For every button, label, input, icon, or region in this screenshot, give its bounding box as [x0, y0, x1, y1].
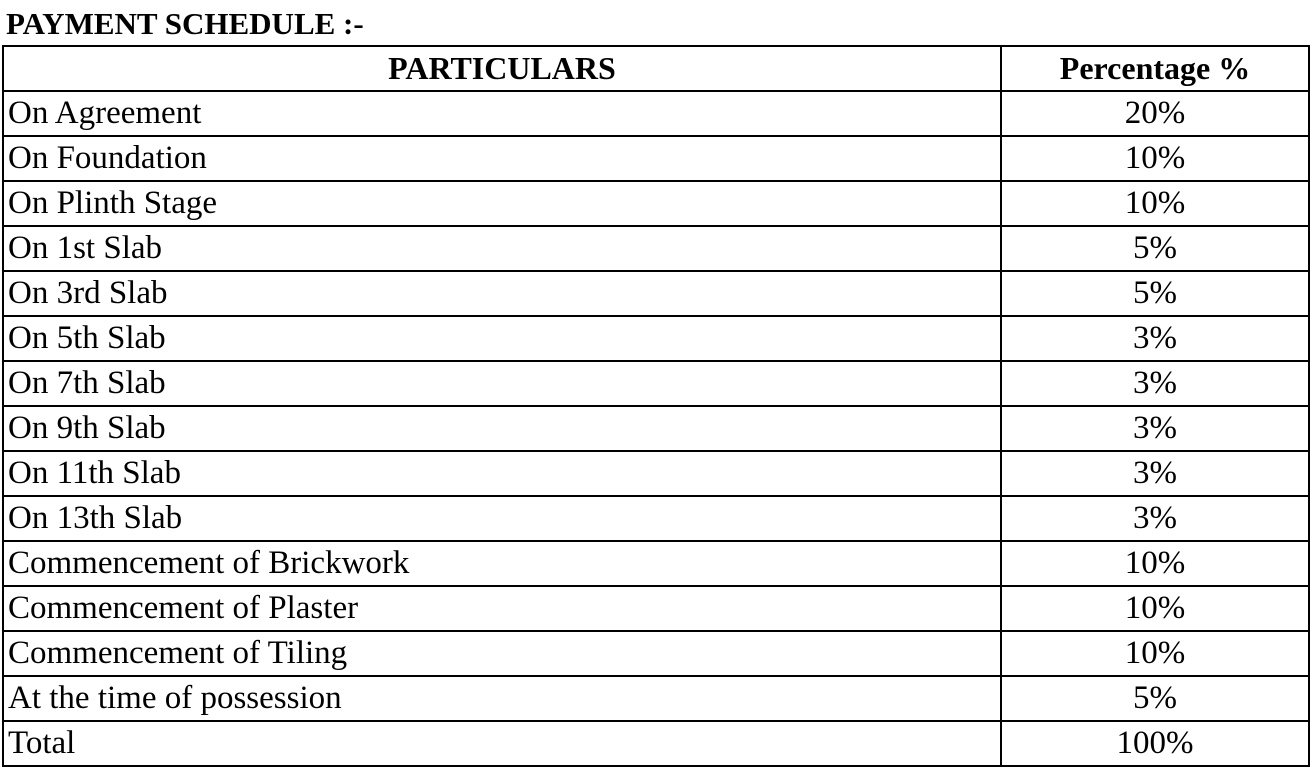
percentage-cell: 5%: [1001, 226, 1309, 271]
percentage-cell: 5%: [1001, 271, 1309, 316]
table-row: [3, 676, 1309, 721]
table-row: [3, 496, 1309, 541]
particular-cell: On Agreement: [3, 91, 1001, 136]
particular-cell: On 11th Slab: [3, 451, 1001, 496]
percentage-cell: 10%: [1001, 541, 1309, 586]
table-row: [3, 631, 1309, 676]
particular-cell: On 9th Slab: [3, 406, 1001, 451]
table-row: [3, 136, 1309, 181]
table-row: [3, 361, 1309, 406]
particular-cell: On 1st Slab: [3, 226, 1001, 271]
particular-cell: Commencement of Tiling: [3, 631, 1001, 676]
particular-cell: At the time of possession: [3, 676, 1001, 721]
table-row: [3, 586, 1309, 631]
table-row: [3, 406, 1309, 451]
percentage-cell: 10%: [1001, 586, 1309, 631]
table-row: [3, 226, 1309, 271]
particular-cell: On 3rd Slab: [3, 271, 1001, 316]
particular-cell: Commencement of Plaster: [3, 586, 1001, 631]
total-label-cell: Total: [3, 721, 1001, 766]
percentage-cell: 10%: [1001, 181, 1309, 226]
percentage-cell: 3%: [1001, 496, 1309, 541]
percentage-cell: 20%: [1001, 91, 1309, 136]
percentage-cell: 10%: [1001, 136, 1309, 181]
particular-cell: On 7th Slab: [3, 361, 1001, 406]
table-header-row: [3, 46, 1309, 91]
total-row: [3, 721, 1309, 766]
percentage-cell: 3%: [1001, 316, 1309, 361]
table-row: [3, 541, 1309, 586]
percentage-cell: 3%: [1001, 451, 1309, 496]
percentage-cell: 5%: [1001, 676, 1309, 721]
percentage-cell: 3%: [1001, 361, 1309, 406]
table-row: [3, 91, 1309, 136]
particular-cell: On 13th Slab: [3, 496, 1001, 541]
page-title: PAYMENT SCHEDULE :-: [6, 6, 364, 41]
header-particulars: PARTICULARS: [3, 46, 1001, 91]
particular-cell: On 5th Slab: [3, 316, 1001, 361]
header-percentage: Percentage %: [1001, 46, 1309, 91]
percentage-cell: 3%: [1001, 406, 1309, 451]
table-row: [3, 316, 1309, 361]
payment-schedule-table: [2, 45, 1310, 767]
total-percentage-cell: 100%: [1001, 721, 1309, 766]
table-row: [3, 181, 1309, 226]
particular-cell: On Foundation: [3, 136, 1001, 181]
percentage-cell: 10%: [1001, 631, 1309, 676]
particular-cell: Commencement of Brickwork: [3, 541, 1001, 586]
table-row: [3, 451, 1309, 496]
table-row: [3, 271, 1309, 316]
particular-cell: On Plinth Stage: [3, 181, 1001, 226]
